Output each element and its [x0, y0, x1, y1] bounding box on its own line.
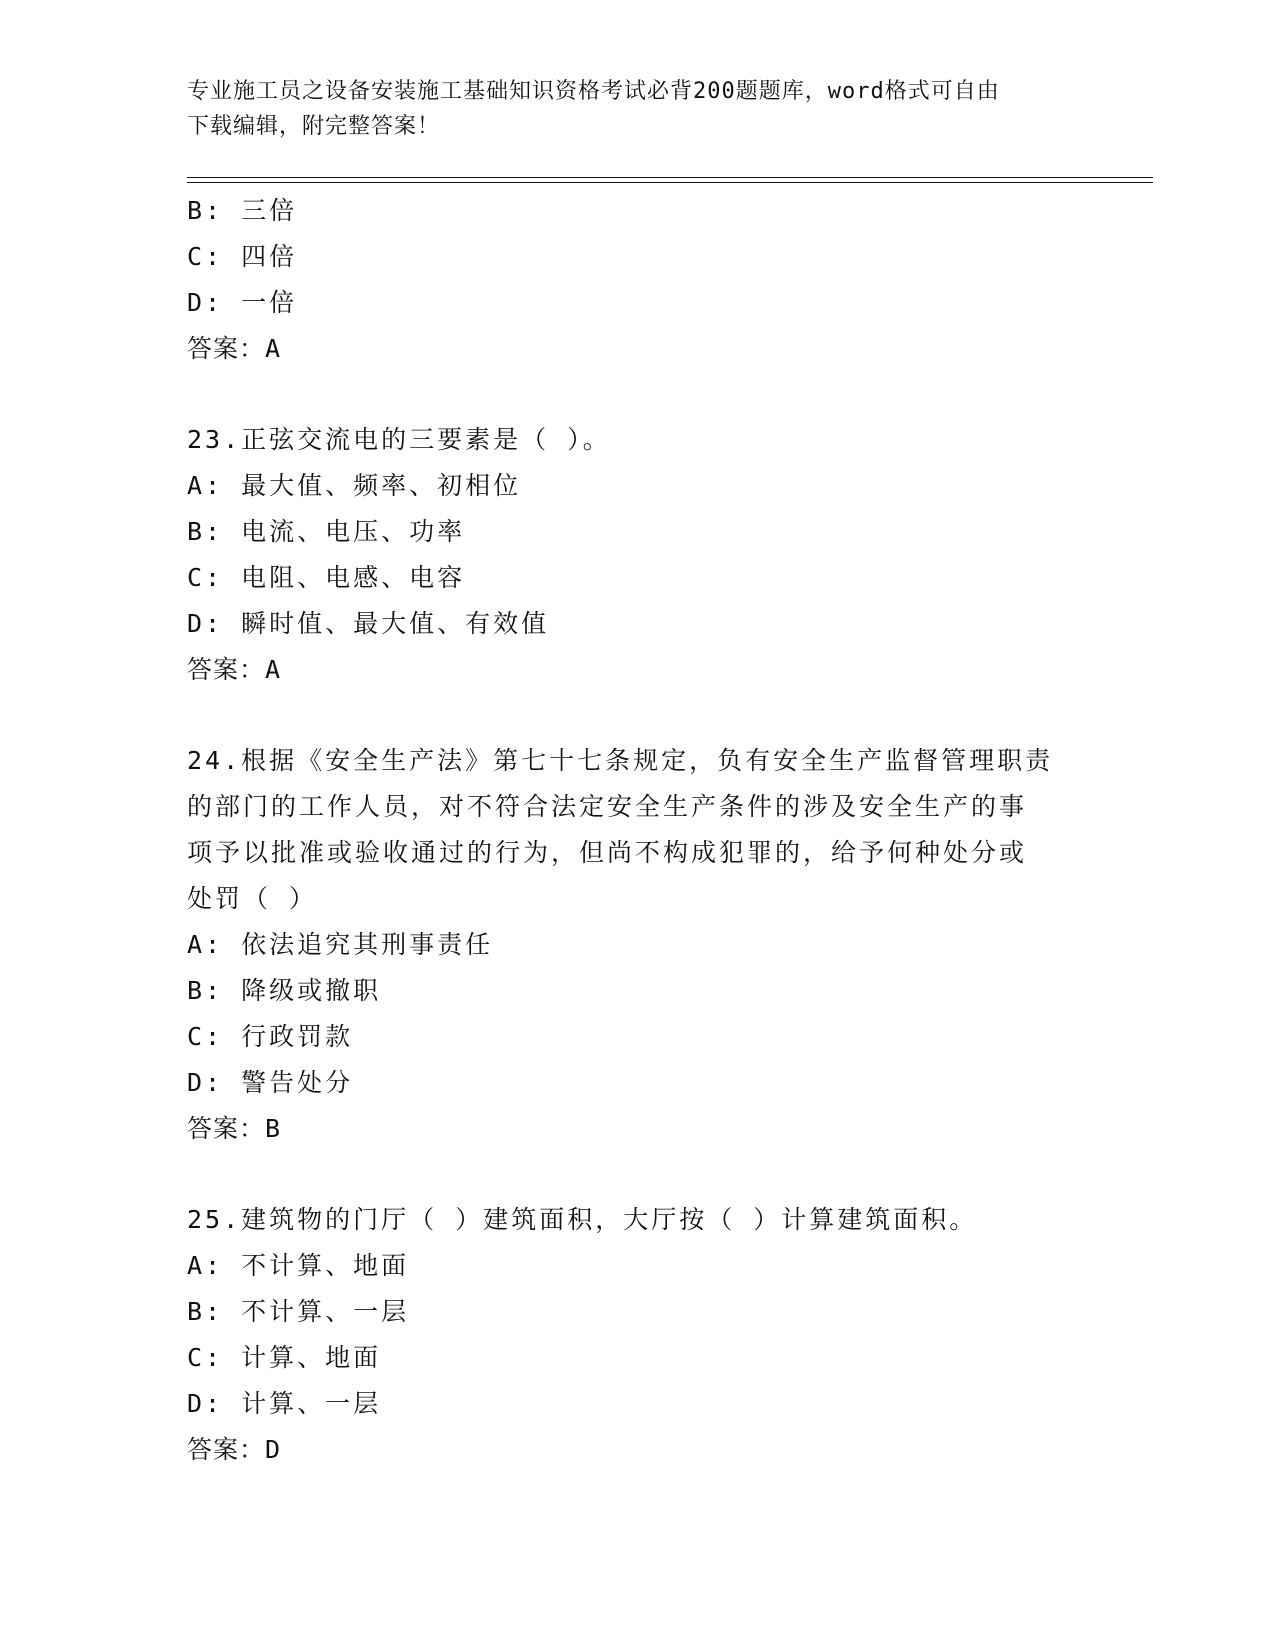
answer-line: 答案：D: [187, 1435, 282, 1464]
document-header: [187, 74, 1067, 144]
option-b: B: 电流、电压、功率: [187, 517, 466, 546]
question-22: [187, 188, 1087, 372]
option-d: D: 瞬时值、最大值、有效值: [187, 609, 550, 638]
question-stem-line-3: 项予以批准或验收通过的行为，但尚不构成犯罪的，给予何种处分或: [187, 838, 1028, 867]
question-list: [187, 188, 1087, 1473]
option-a: A: 不计算、地面: [187, 1251, 410, 1280]
option-b: B: 三倍: [187, 196, 298, 225]
question-stem-line-4: 处罚（ ）: [187, 884, 318, 913]
option-d: D: 警告处分: [187, 1068, 354, 1097]
option-b: B: 降级或撤职: [187, 976, 382, 1005]
option-c: C: 行政罚款: [187, 1022, 354, 1051]
question-spacer: [187, 1152, 1087, 1197]
option-c: C: 计算、地面: [187, 1343, 382, 1372]
option-a: A: 最大值、频率、初相位: [187, 471, 522, 500]
option-a: A: 依法追究其刑事责任: [187, 930, 494, 959]
answer-line: 答案：B: [187, 1114, 282, 1143]
header-divider-bottom: [187, 182, 1153, 183]
question-stem-line-1: 24.根据《安全生产法》第七十七条规定，负有安全生产监督管理职责: [187, 746, 1054, 775]
option-b: B: 不计算、一层: [187, 1297, 410, 1326]
question-23: [187, 417, 1087, 693]
question-24: [187, 738, 1087, 1152]
option-c: C: 四倍: [187, 242, 298, 271]
question-stem: 25.建筑物的门厅（ ）建筑面积，大厅按（ ）计算建筑面积。: [187, 1205, 978, 1234]
question-spacer: [187, 372, 1087, 417]
option-c: C: 电阻、电感、电容: [187, 563, 466, 592]
header-title-line-1: 专业施工员之设备安装施工基础知识资格考试必背200题题库，word格式可自由: [187, 79, 1000, 104]
header-divider-top: [187, 177, 1153, 178]
answer-line: 答案：A: [187, 334, 282, 363]
option-d: D: 一倍: [187, 288, 298, 317]
question-25: [187, 1197, 1087, 1473]
option-d: D: 计算、一层: [187, 1389, 382, 1418]
question-stem-line-2: 的部门的工作人员，对不符合法定安全生产条件的涉及安全生产的事: [187, 792, 1028, 821]
header-title-line-2: 下载编辑，附完整答案！: [187, 114, 441, 139]
question-spacer: [187, 693, 1087, 738]
answer-line: 答案：A: [187, 655, 282, 684]
question-stem: 23.正弦交流电的三要素是（ ）。: [187, 425, 611, 454]
